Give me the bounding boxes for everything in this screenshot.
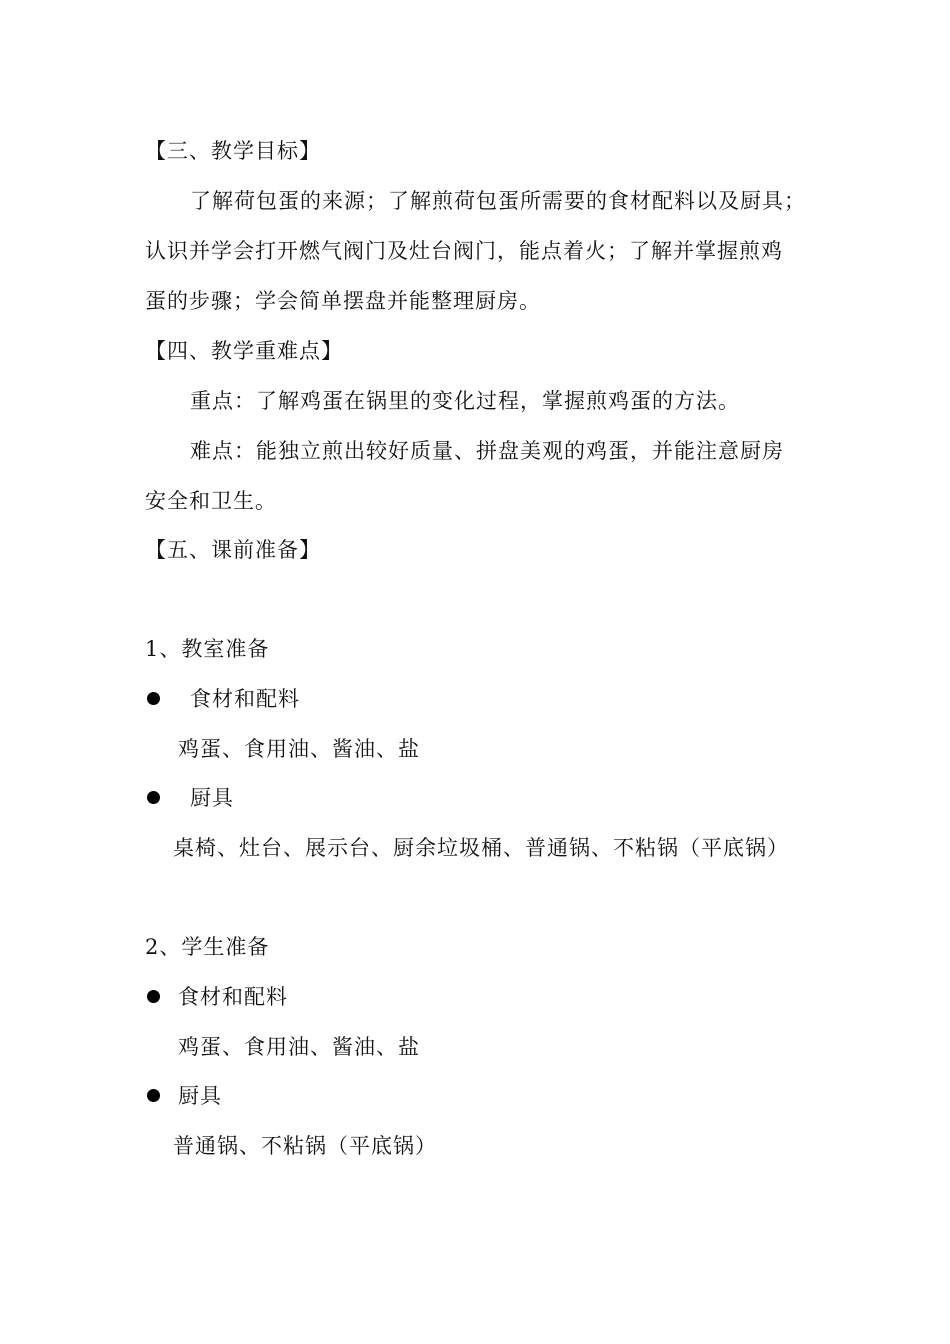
bullet-icon [147, 1089, 160, 1102]
bullet-icon [147, 791, 160, 804]
student-prep-title: 2、学生准备 [145, 935, 270, 959]
classroom-utensils-label: 厨具 [190, 786, 234, 810]
student-utensils-label: 厨具 [178, 1084, 222, 1108]
key-point-line: 重点：了解鸡蛋在锅里的变化过程，掌握煎鸡蛋的方法。 [190, 389, 740, 413]
goals-paragraph-line-2: 认识并学会打开燃气阀门及灶台阀门，能点着火；了解并掌握煎鸡 [145, 239, 783, 263]
student-ingredients-label: 食材和配料 [178, 985, 288, 1009]
difficult-point-line-2: 安全和卫生。 [145, 489, 277, 513]
section-heading-goals: 【三、教学目标】 [145, 139, 321, 163]
classroom-prep-title: 1、教室准备 [145, 637, 270, 661]
student-utensils-items: 普通锅、不粘锅（平底锅） [173, 1134, 437, 1158]
classroom-utensils-items: 桌椅、灶台、展示台、厨余垃圾桶、普通锅、不粘锅（平底锅） [173, 836, 789, 860]
classroom-ingredients-items: 鸡蛋、食用油、酱油、盐 [178, 737, 420, 761]
student-ingredients-items: 鸡蛋、食用油、酱油、盐 [178, 1035, 420, 1059]
section-heading-preparation: 【五、课前准备】 [145, 538, 321, 562]
bullet-icon [147, 692, 160, 705]
bullet-icon [147, 990, 160, 1003]
difficult-point-line-1: 难点：能独立煎出较好质量、拼盘美观的鸡蛋，并能注意厨房 [190, 439, 784, 463]
classroom-ingredients-label: 食材和配料 [190, 687, 300, 711]
section-heading-keypoints: 【四、教学重难点】 [145, 339, 343, 363]
goals-paragraph-line-3: 蛋的步骤；学会简单摆盘并能整理厨房。 [145, 289, 541, 313]
goals-paragraph-line-1: 了解荷包蛋的来源；了解煎荷包蛋所需要的食材配料以及厨具； [190, 189, 806, 213]
